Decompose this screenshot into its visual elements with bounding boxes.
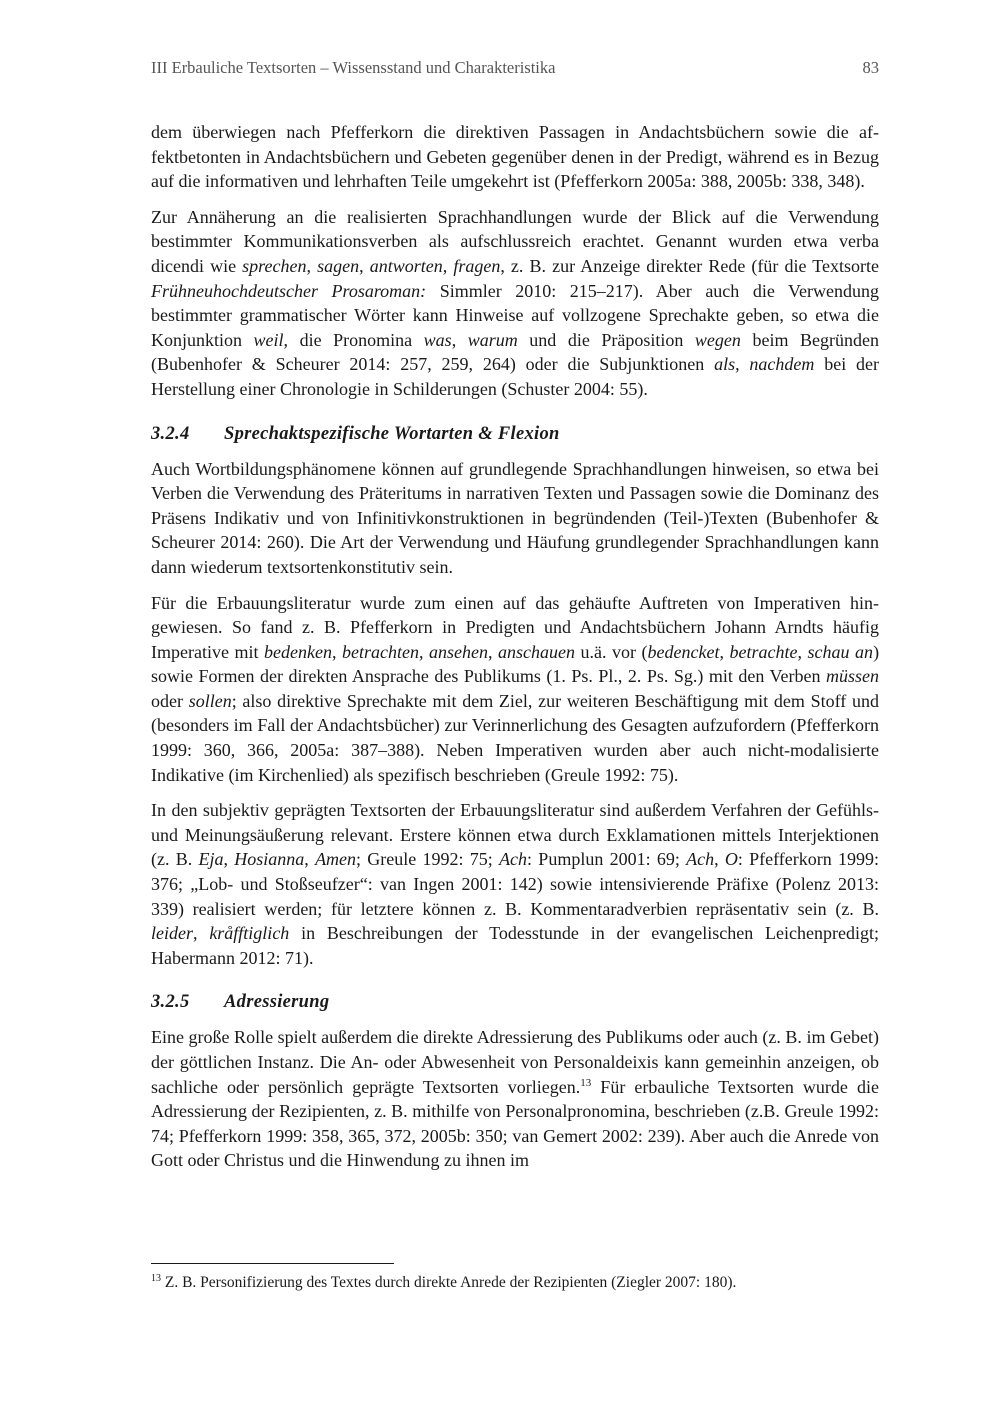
text-run: oder bbox=[151, 690, 189, 711]
text-run: , bbox=[714, 849, 725, 870]
italic-term: was bbox=[423, 329, 452, 350]
text-run: bei der Herstellung einer Chronologie in Schilderungen (Schuster 2004: 55). bbox=[151, 354, 880, 399]
paragraph-6 bbox=[151, 1025, 879, 1173]
italic-term: Ach bbox=[499, 849, 528, 870]
text-run: , bbox=[359, 255, 370, 276]
text-run: Für erbauliche Textsorten wurde die Adressierung der Rezipienten, z. B. mithilfe von Personalpronomina, beschrieben (z.B. Greule 1992: 74; Pfefferkorn 1999: 358, 365, 372, 2005b: 350; van Gemert 2002: 239). Aber auch die Anrede von Gott oder Christus und die Hinwendung zu ihnen im bbox=[151, 1076, 879, 1171]
italic-term: Amen bbox=[315, 849, 357, 870]
paragraph-2 bbox=[151, 205, 879, 402]
text-run: : Pumplun 2001: 69; bbox=[527, 849, 687, 870]
italic-term: sprechen bbox=[242, 255, 307, 276]
paragraph-5 bbox=[151, 798, 879, 970]
italic-term: betrachte bbox=[729, 641, 798, 662]
footnote-reference[interactable]: 13 bbox=[580, 1076, 592, 1089]
text-run: , bbox=[488, 641, 499, 662]
italic-term: weil bbox=[253, 329, 284, 350]
text-run: u.ä. vor ( bbox=[575, 641, 648, 662]
section-title: Adressierung bbox=[224, 992, 330, 1013]
text-run: In den subjektiv geprägten Textsorten der Erbauungsliteratur sind außerdem Verfahren der Gefühls- und Meinungsäußerung relevant. Erstere können etwa durch Exklamationen mittels Interjektionen (z. B. bbox=[151, 800, 879, 870]
italic-term: schau an bbox=[807, 641, 874, 662]
section-number: 3.2.5 bbox=[151, 992, 190, 1013]
italic-term: bedencket bbox=[647, 641, 720, 662]
running-header bbox=[151, 58, 879, 78]
footnote-number: 13 bbox=[151, 1272, 161, 1284]
text-run: , bbox=[193, 923, 210, 944]
italic-term: wegen bbox=[694, 329, 741, 350]
text-run: , bbox=[418, 641, 430, 662]
italic-term: Eja bbox=[198, 849, 224, 870]
italic-term: sollen bbox=[188, 690, 232, 711]
text-run: , bbox=[451, 329, 468, 350]
paragraph-3 bbox=[151, 457, 879, 580]
text-run: , bbox=[735, 354, 750, 375]
section-number: 3.2.4 bbox=[151, 423, 190, 444]
footnote-divider bbox=[151, 1263, 394, 1264]
body-text bbox=[151, 120, 879, 1184]
text-run: , bbox=[306, 255, 318, 276]
text-run: , die Pronomina bbox=[283, 329, 424, 350]
text-run: ) sowie Formen der direkten Ansprache des Publikums (1. Ps. Pl., 2. Ps. Sg.) mit den Verben bbox=[151, 641, 880, 687]
italic-term: Hosianna bbox=[234, 849, 305, 870]
italic-term: O bbox=[724, 849, 738, 870]
footnote-text: Z. B. Personifizierung des Textes durch direkte Anrede der Rezipienten (Ziegler 2007: 180). bbox=[161, 1274, 737, 1291]
text-run: : Pfefferkorn 1999: 376; „Lob- und Stoßseufzer“: van Ingen 2001: 142) sowie intensivierende Präfixe (Polenz 2013: 339) realisiert werden; für letztere können z. B. Kommentaradverbien repräsentativ sein (z. B. bbox=[151, 849, 880, 919]
italic-term: Frühneuhochdeutscher Prosaroman: bbox=[151, 280, 427, 301]
text-run: , bbox=[331, 641, 342, 662]
italic-term: fragen bbox=[453, 255, 501, 276]
italic-term: ansehen bbox=[429, 641, 488, 662]
text-run: beim Begründen (Bubenhofer & Scheurer 2014: 257, 259, 264) oder die Subjunktionen bbox=[151, 329, 879, 375]
text-run: Für die Erbauungsliteratur wurde zum einen auf das gehäufte Auftreten von Imperativen hingewiesen. So fand z. B. Pfefferkorn in Predigten und Andachtsbüchern Johann Arndts häufig Imperative mit bbox=[151, 592, 879, 662]
text-run: Eine große Rolle spielt außerdem die direkte Adressierung des Publikums oder auch (z. B. im Gebet) der göttlichen Instanz. Die An- oder Abwesenheit von Personaldeixis kann gemeinhin anzeigen, ob sachliche oder persönlich geprägte Textsorten vorliegen. bbox=[151, 1027, 879, 1097]
italic-term: müssen bbox=[826, 666, 879, 687]
text-run: , bbox=[442, 255, 454, 276]
section-heading-3-2-4 bbox=[151, 422, 879, 446]
text-run: Auch Wortbildungsphänomene können auf grundlegende Sprachhandlungen hinweisen, so etwa bei Verben die Verwendung des Präteritums in narrativen Texten und Passagen sowie die Dominanz des Präsens Indikativ und von Infinitivkonstruktionen in begründenden (Teil-)Texten (Bubenhofer & Scheurer 2014: 260). Die Art der Verwendung und Häufung grundlegender Sprachhandlungen kann dann wiederum textsortenkonstitutiv sein. bbox=[151, 458, 879, 577]
italic-term: warum bbox=[467, 329, 518, 350]
section-title: Sprechaktspezifische Wortarten & Flexion bbox=[224, 423, 560, 444]
text-run: ; Greule 1992: 75; bbox=[356, 849, 500, 870]
italic-term: kråfftiglich bbox=[209, 923, 290, 944]
paragraph-4 bbox=[151, 591, 879, 788]
italic-term: bedenken bbox=[264, 641, 332, 662]
italic-term: als bbox=[714, 354, 736, 375]
text-run: Zur Annäherung an die realisierten Sprachhandlungen wurde der Blick auf die Verwendung bestimmter Kommunikationsverben als aufschlussreich erachtet. Genannt wurden etwa verba dicendi wie bbox=[151, 206, 879, 276]
footnote-13 bbox=[151, 1272, 879, 1294]
italic-term: anschauen bbox=[498, 641, 576, 662]
italic-term: antworten bbox=[369, 255, 443, 276]
running-title: III Erbauliche Textsorten – Wissensstand und Charakteristika bbox=[151, 58, 556, 77]
text-run: , bbox=[304, 849, 316, 870]
italic-term: Ach bbox=[686, 849, 715, 870]
italic-term: betrachten bbox=[342, 641, 419, 662]
section-heading-3-2-5 bbox=[151, 990, 879, 1014]
text-run: dem überwiegen nach Pfefferkorn die direktiven Passagen in Andachtsbüchern sowie die affektbetonten in Andachtsbüchern und Gebeten gegenüber denen in der Predigt, während es in Bezug auf die informativen und lehrhaften Teile umgekehrt ist (Pfefferkorn 2005a: 388, 2005b: 338, 348). bbox=[151, 122, 879, 192]
text-run: , bbox=[797, 641, 808, 662]
page-number: 83 bbox=[862, 58, 879, 77]
italic-term: sagen bbox=[317, 255, 360, 276]
text-run: ; also direktive Sprechakte mit dem Ziel, zur weiteren Beschäftigung mit dem Stoff und (besonders im Fall der Andachtsbücher) zur Verinnerlichung des Gesagten aufzufordern (Pfefferkorn 1999: 360, 366, 2005a: 387–388). Neben Imperativen wurden aber auch nicht-modalisierte Indikative (im Kirchenlied) als spezifisch beschrieben (Greule 1992: 75). bbox=[151, 690, 879, 785]
text-run: in Beschreibungen der Todesstunde in der evangelischen Leichenpredigt; Habermann 2012: 71). bbox=[151, 923, 879, 968]
text-run: und die Präposition bbox=[517, 329, 695, 350]
paragraph-1 bbox=[151, 120, 879, 194]
text-run: Simmler 2010: 215–217). Aber auch die Verwendung bestimmter grammatischer Wörter kann Hinweise auf vollzogene Sprechakte geben, so etwa die Konjunktion bbox=[151, 280, 880, 350]
text-run: , z. B. zur Anzeige direkter Rede (für die Textsorte bbox=[500, 255, 880, 276]
text-run: , bbox=[223, 849, 235, 870]
italic-term: leider bbox=[151, 923, 193, 944]
text-run: , bbox=[719, 641, 730, 662]
italic-term: nachdem bbox=[749, 354, 815, 375]
